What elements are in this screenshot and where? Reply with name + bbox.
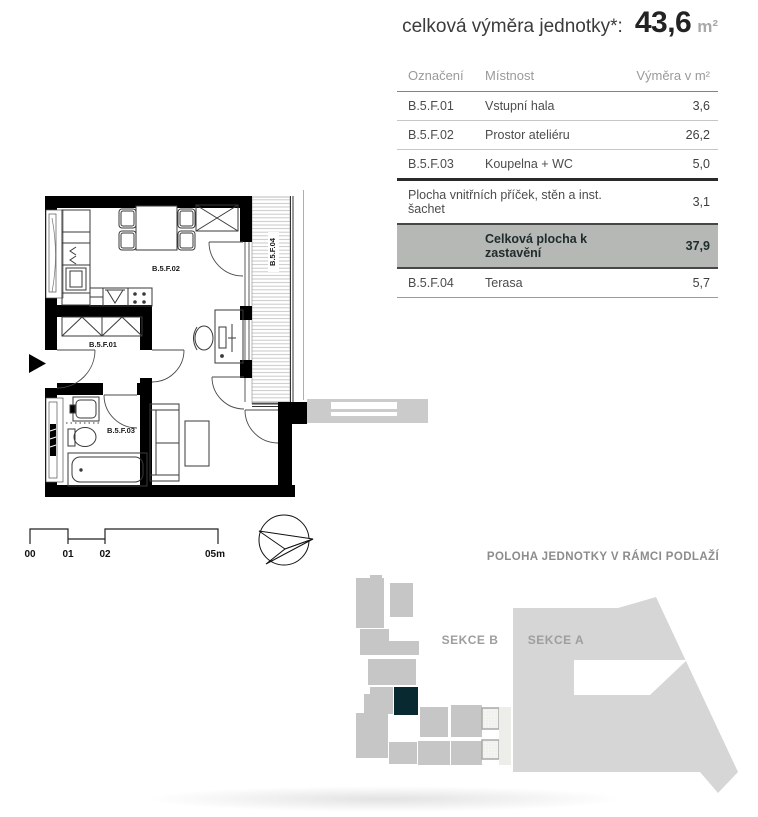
row-name: Koupelna + WC [474,150,628,180]
studio-label: B.5.F.02 [152,264,180,273]
page-title [402,6,718,40]
bath-label: B.5.F.03 [107,426,135,435]
row-name: Prostor ateliéru [474,121,628,150]
scale-00: 00 [24,549,36,560]
total-area-unit: m² [697,17,718,36]
row-value: 5,0 [628,150,718,180]
table-row [397,121,718,150]
row-code: B.5.F.02 [397,121,474,150]
row-value: 3,1 [628,180,718,225]
hall-label: B.5.F.01 [89,340,117,349]
area-table [397,62,718,298]
table-header-row [397,62,718,92]
bathroom [66,397,147,486]
row-code: B.5.F.01 [397,92,474,121]
col-header-area: Výměra v m² [628,62,718,92]
table-row [397,224,718,268]
floor-plan [20,185,440,575]
scale-05m: 05m [204,549,226,560]
table-row [397,92,718,121]
scale-01: 01 [62,549,74,560]
scale-bar [24,529,225,560]
row-name: Celková plocha k zastavění [474,224,628,268]
highlighted-unit [394,687,418,715]
label-sekce-b: SEKCE B [441,633,499,647]
col-header-room: Místnost [474,62,628,92]
map-heading: POLOHA JEDNOTKY V RÁMCI PODLAŽÍ [486,551,720,563]
table-row [397,180,718,225]
hall-wardrobes [62,317,142,336]
row-code: B.5.F.03 [397,150,474,180]
col-header-code: Označení [397,62,474,92]
area-table-body [397,92,718,298]
row-value: 3,6 [628,92,718,121]
floor-location-map [350,575,758,805]
table-row [397,268,718,298]
neighbour-terrace [307,399,428,423]
sofa [150,404,179,481]
wardrobe-closet [196,205,238,231]
label-sekce-a: SEKCE A [527,633,585,647]
dining-set [119,206,195,250]
row-value: 37,9 [628,224,718,268]
scale-02: 02 [99,549,111,560]
unit-terraces [482,707,511,765]
row-value: 5,7 [628,268,718,298]
row-code: B.5.F.04 [397,268,474,298]
north-arrow-icon [259,515,313,565]
row-value: 26,2 [628,121,718,150]
table-row [397,150,718,180]
row-name: Terasa [474,268,628,298]
coffee-table [185,421,209,466]
building-sekce-a [513,597,738,793]
row-name: Vstupní hala [474,92,628,121]
total-area-value: 43,6 [634,6,692,39]
desk [194,310,244,363]
terrace-label: B.5.F.04 [268,238,277,266]
row-name: Plocha vnitřních příček, stěn a inst. šachet [397,180,628,225]
building-sekce-b [356,575,482,765]
terrace [252,196,293,407]
bottom-shade [55,784,715,814]
entry-arrow-icon [29,354,46,373]
title-label: celková výměra jednotky*: [402,16,623,37]
